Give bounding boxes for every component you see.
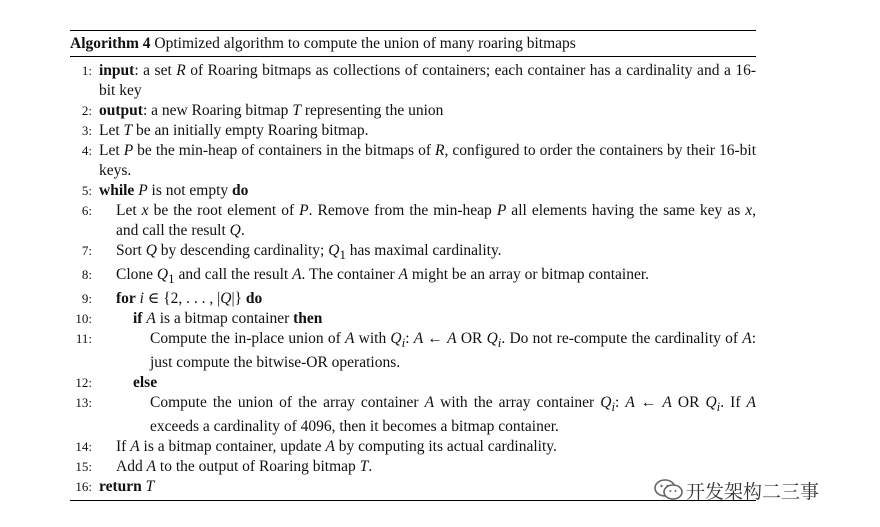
line-content	[99, 121, 756, 141]
subscript: 1	[168, 271, 175, 287]
algorithm-line	[70, 329, 756, 373]
text: . Do not re-compute the cardinality of	[501, 330, 743, 348]
text: is not empty	[147, 182, 233, 199]
algorithm-line	[70, 61, 756, 101]
text: : just compute the bitwise-OR operations.	[150, 330, 756, 372]
text: : a set	[134, 62, 177, 79]
keyword: for	[116, 290, 136, 308]
keyword: then	[293, 310, 323, 328]
math-symbol: A	[424, 394, 435, 412]
algorithm-line	[70, 373, 756, 393]
algorithm-line	[70, 289, 756, 309]
line-content	[116, 457, 756, 477]
algorithm-line	[70, 265, 756, 289]
line-content	[116, 265, 756, 289]
line-content	[116, 289, 756, 309]
text: . The container	[301, 266, 399, 284]
line-content	[116, 241, 756, 265]
line-number: 8:	[81, 267, 92, 283]
math-symbol: A	[292, 266, 302, 284]
subscript: i	[716, 399, 721, 415]
math-symbol: T	[359, 458, 369, 476]
line-number: 10:	[75, 311, 92, 327]
text: Clone	[116, 266, 157, 284]
text: all elements having the same key as	[506, 202, 746, 219]
text: to the output of Roaring bitmap	[156, 458, 360, 476]
subscript: i	[401, 335, 406, 351]
wechat-icon	[652, 477, 686, 503]
algorithm-line	[70, 101, 756, 121]
math-symbol: A	[742, 330, 752, 348]
line-number: 15:	[75, 459, 92, 475]
algorithm-box	[70, 30, 756, 501]
math-symbol: A	[447, 330, 457, 348]
line-number: 3:	[81, 123, 92, 138]
text: If	[116, 438, 131, 456]
text: OR	[456, 330, 487, 348]
math-symbol: A	[344, 330, 355, 348]
text: :	[615, 394, 626, 412]
text: OR	[671, 394, 706, 412]
math-symbol: A	[662, 394, 672, 412]
watermark-text: 开发架构二三事	[686, 480, 820, 503]
text: :	[405, 330, 414, 348]
text: Let	[99, 122, 124, 139]
line-number: 14:	[75, 439, 92, 455]
keyword: do	[232, 182, 249, 199]
math-symbol: A	[413, 330, 424, 348]
algorithm-line	[70, 241, 756, 265]
text: be the min-heap of containers in the bitmaps of	[133, 142, 436, 159]
math-symbol: Q	[145, 242, 157, 259]
text: : a new Roaring bitmap	[142, 102, 293, 119]
math-symbol: P	[138, 182, 148, 199]
line-content	[99, 61, 756, 101]
subscript: 1	[339, 247, 346, 263]
math-symbol: Q	[390, 330, 402, 348]
line-number: 7:	[81, 243, 92, 258]
math-symbol: A	[146, 458, 157, 476]
algorithm-lines	[70, 57, 756, 497]
line-number: 1:	[81, 63, 92, 78]
line-number: 2:	[81, 103, 92, 118]
math-symbol: R	[435, 142, 445, 159]
text: |}	[231, 290, 246, 308]
math-symbol: Q	[220, 290, 232, 308]
math-symbol: i	[139, 290, 144, 308]
text: .	[368, 458, 373, 476]
line-number: 13:	[75, 395, 92, 411]
keyword: output	[99, 102, 143, 119]
math-symbol: P	[496, 202, 507, 219]
math-symbol: R	[176, 62, 186, 79]
text: with the array container	[434, 394, 601, 412]
text: with	[354, 330, 391, 348]
text: and call the result	[174, 266, 293, 284]
math-symbol: Q	[328, 242, 340, 259]
algorithm-caption: Optimized algorithm to compute the union of many roaring bitmaps	[154, 35, 576, 52]
text: by computing its actual cardinality.	[334, 438, 557, 456]
text: Sort	[116, 242, 146, 259]
line-content	[133, 309, 756, 329]
keyword: else	[133, 374, 158, 392]
keyword: input	[99, 62, 135, 79]
text: Let	[116, 202, 142, 219]
line-number: 5:	[81, 183, 92, 198]
math-symbol: A	[146, 310, 156, 328]
algorithm-title	[70, 31, 756, 54]
math-symbol: A	[746, 394, 756, 412]
algorithm-line	[70, 121, 756, 141]
text: . Remove from the min-heap	[308, 202, 497, 219]
algorithm-line	[70, 457, 756, 477]
keyword: while	[99, 182, 135, 199]
text: ∈ {2, . . . , |	[143, 290, 221, 308]
keyword: do	[245, 290, 263, 308]
algorithm-line	[70, 393, 756, 437]
line-number: 11:	[75, 331, 92, 347]
line-number: 9:	[81, 291, 92, 307]
math-symbol: T	[123, 122, 133, 139]
text: representing the union	[300, 102, 444, 119]
algorithm-label: Algorithm 4	[70, 35, 151, 52]
text: Compute the in-place union of	[150, 330, 345, 348]
text: , configured to order the containers by their 16-bit keys.	[99, 142, 757, 179]
math-symbol: Q	[156, 266, 169, 284]
math-symbol: T	[145, 478, 155, 496]
text: Let	[99, 142, 124, 159]
algorithm-line	[70, 437, 756, 457]
line-content	[133, 373, 756, 393]
line-content	[150, 329, 756, 373]
text: .	[240, 222, 245, 239]
watermark	[652, 477, 862, 503]
text: ←	[634, 394, 663, 412]
text: ←	[423, 330, 448, 348]
line-number: 16:	[75, 479, 92, 495]
math-symbol: P	[299, 202, 309, 219]
text: is a bitmap container	[155, 310, 294, 328]
math-symbol: Q	[705, 394, 717, 412]
line-content	[116, 201, 756, 241]
line-content	[116, 437, 756, 457]
math-symbol: A	[398, 266, 408, 284]
math-symbol: Q	[229, 222, 241, 239]
math-symbol: x	[141, 202, 149, 219]
math-symbol: Q	[486, 330, 498, 348]
text: is a bitmap container, update	[139, 438, 326, 456]
text: of Roaring bitmaps as collections of containers; each container has a cardinality and a 16-bit key	[99, 62, 756, 99]
text: by descending cardinality;	[156, 242, 329, 259]
subscript: i	[611, 399, 616, 415]
math-symbol: A	[325, 438, 335, 456]
algorithm-line	[70, 309, 756, 329]
keyword: if	[133, 310, 143, 328]
line-content	[99, 181, 756, 201]
math-symbol: P	[123, 142, 134, 159]
text: be an initially empty Roaring bitmap.	[132, 122, 369, 139]
line-content	[99, 141, 756, 181]
text: has maximal cardinality.	[345, 242, 502, 259]
text: Add	[116, 458, 147, 476]
line-number: 4:	[81, 143, 92, 158]
line-number: 6:	[81, 203, 92, 218]
text: exceeds a cardinality of 4096, then it becomes a bitmap container.	[150, 418, 559, 436]
line-content	[150, 393, 756, 437]
text: . If	[720, 394, 747, 412]
keyword: return	[99, 478, 142, 496]
math-symbol: A	[130, 438, 140, 456]
text: might be an array or bitmap container.	[407, 266, 650, 284]
text: be the root element of	[148, 202, 300, 219]
text: , and call the result	[116, 202, 757, 239]
subscript: i	[497, 335, 502, 351]
math-symbol: T	[292, 102, 301, 119]
algorithm-line	[70, 181, 756, 201]
line-number: 12:	[75, 375, 92, 391]
line-content	[99, 101, 756, 121]
math-symbol: A	[625, 394, 635, 412]
text: Compute the union of the array container	[150, 394, 425, 412]
math-symbol: x	[745, 202, 753, 219]
algorithm-line	[70, 141, 756, 181]
algorithm-line	[70, 201, 756, 241]
math-symbol: Q	[600, 394, 612, 412]
